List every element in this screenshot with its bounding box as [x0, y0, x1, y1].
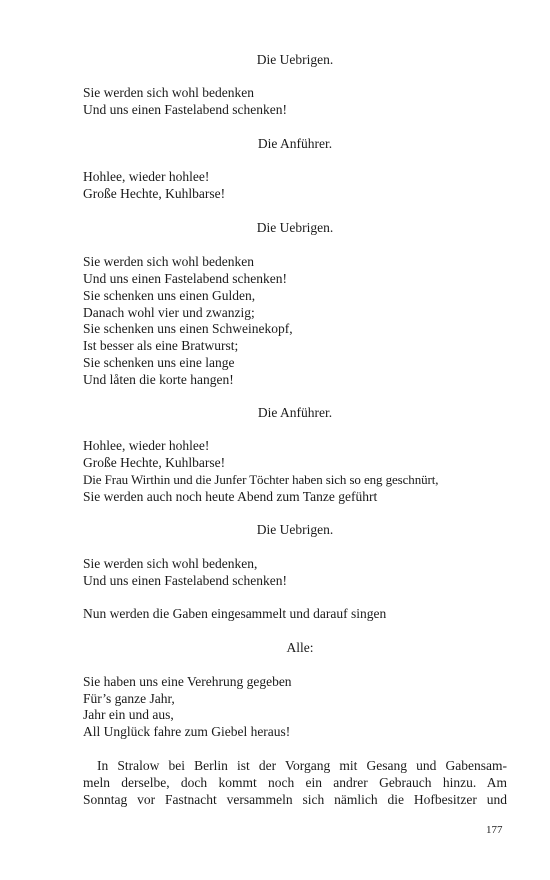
paragraph-line: meln derselbe, doch kommt noch ein andrer Gebrauch hinzu. Am: [83, 775, 507, 790]
speaker-heading: Die Uebrigen.: [256, 52, 334, 67]
verse-line: Jahr ein und aus,: [83, 707, 174, 722]
verse-line: Die Frau Wirthin und die Junfer Töchter haben sich so eng geschnürt,: [83, 472, 439, 487]
verse-line: Für’s ganze Jahr,: [83, 691, 175, 706]
verse-line: Sie schenken uns eine lange: [83, 355, 235, 370]
verse-line: Große Hechte, Kuhlbarse!: [83, 455, 226, 470]
speaker-heading: Die Uebrigen.: [256, 522, 334, 537]
prose-line: Nun werden die Gaben eingesammelt und darauf singen: [83, 606, 387, 621]
speaker-heading: Die Anführer.: [257, 405, 333, 420]
speaker-heading: Die Anführer.: [257, 136, 333, 151]
verse-line: Und uns einen Fastelabend schenken!: [83, 573, 287, 588]
verse-line: Sie schenken uns einen Schweinekopf,: [83, 321, 293, 336]
verse-line: Hohlee, wieder hohlee!: [83, 438, 210, 453]
verse-line: Große Hechte, Kuhlbarse!: [83, 186, 226, 201]
verse-line: Und uns einen Fastelabend schenken!: [83, 102, 287, 117]
page-number: 177: [486, 824, 503, 836]
verse-line: Hohlee, wieder hohlee!: [83, 169, 210, 184]
verse-line: Und låten die korte hangen!: [83, 372, 234, 387]
verse-line: Ist besser als eine Bratwurst;: [83, 338, 239, 353]
paragraph-line: Sonntag vor Fastnacht versammeln sich nämlich die Hofbesitzer und: [83, 792, 507, 807]
verse-line: Danach wohl vier und zwanzig;: [83, 305, 255, 320]
verse-line: Sie werden sich wohl bedenken,: [83, 556, 258, 571]
speaker-heading: Die Uebrigen.: [256, 220, 334, 235]
verse-line: Sie schenken uns einen Gulden,: [83, 288, 256, 303]
verse-line: Und uns einen Fastelabend schenken!: [83, 271, 287, 286]
verse-line: Sie werden auch noch heute Abend zum Tanze geführt: [83, 489, 378, 504]
paragraph-line: In Stralow bei Berlin ist der Vorgang mit Gesang und Gabensam-: [97, 758, 507, 773]
speaker-heading: Alle:: [286, 640, 314, 655]
verse-line: Sie werden sich wohl bedenken: [83, 85, 254, 100]
verse-line: Sie werden sich wohl bedenken: [83, 254, 254, 269]
verse-line: Sie haben uns eine Verehrung gegeben: [83, 674, 292, 689]
verse-line: All Unglück fahre zum Giebel heraus!: [83, 724, 291, 739]
